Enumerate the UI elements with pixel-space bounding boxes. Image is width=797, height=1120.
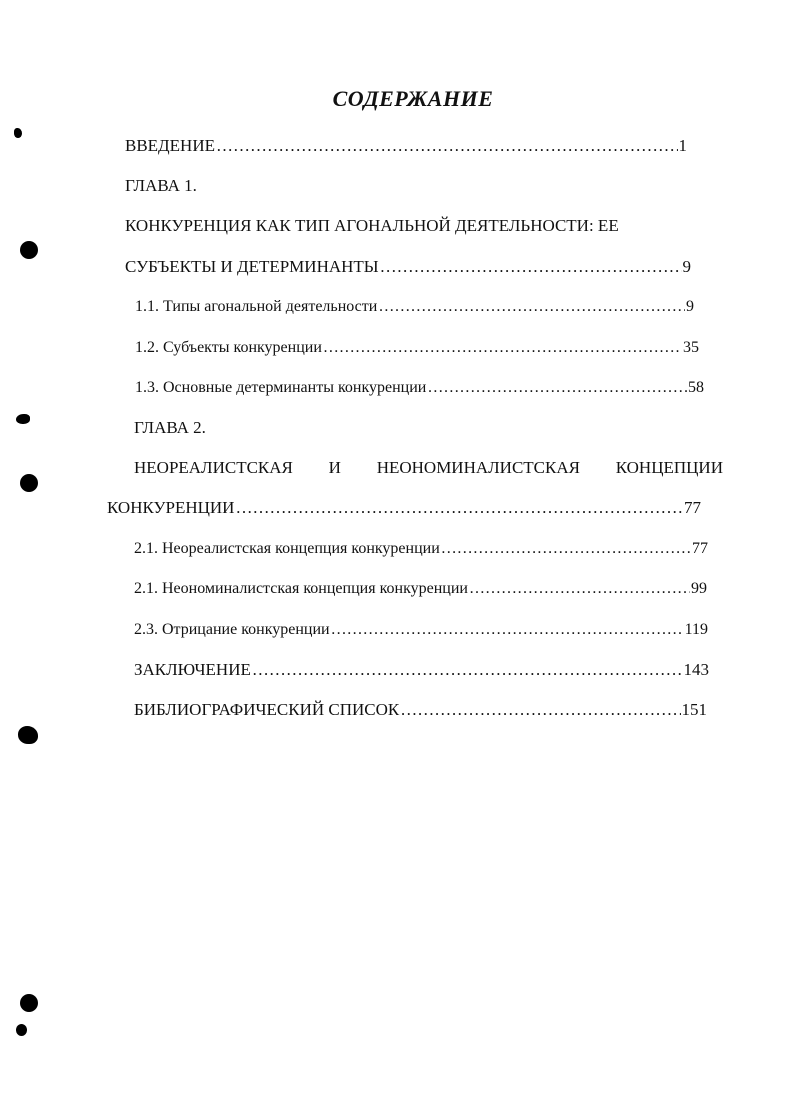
- toc-entry-label: ГЛАВА 1.: [125, 176, 197, 195]
- punch-hole-mark: [20, 994, 38, 1012]
- toc-page-number: 9: [686, 298, 694, 315]
- toc-entry-label: КОНКУРЕНЦИИ: [107, 498, 235, 517]
- dot-leader: [378, 297, 685, 317]
- dot-leader: [216, 136, 678, 156]
- toc-entry-label: 2.1. Неономиналистская концепция конкуренции: [134, 580, 468, 597]
- dot-leader: [323, 338, 682, 358]
- toc-word: КОНЦЕПЦИИ: [615, 458, 723, 477]
- dot-leader: [469, 579, 690, 599]
- punch-hole-mark: [16, 1024, 27, 1036]
- punch-hole-mark: [18, 726, 38, 744]
- dot-leader: [252, 660, 683, 680]
- toc-word: И: [328, 458, 341, 477]
- toc-chapter-2-title-line-2: [107, 498, 701, 518]
- toc-page-number: 99: [691, 580, 707, 597]
- dot-leader: [441, 539, 691, 559]
- toc-page-number: 1: [678, 136, 687, 155]
- toc-page-number: 77: [692, 540, 708, 557]
- toc-page-number: 143: [683, 660, 709, 679]
- toc-page-number: 151: [681, 700, 707, 719]
- toc-section-1-1: [135, 297, 694, 317]
- toc-entry-bibliography: [134, 700, 707, 720]
- toc-page-number: 35: [683, 339, 699, 356]
- toc-page-number: 77: [684, 498, 701, 517]
- toc-chapter-1-title-line-1: [125, 216, 619, 236]
- toc-entry-label: 1.2. Субъекты конкуренции: [135, 339, 322, 356]
- dot-leader: [235, 498, 683, 518]
- toc-entry-introduction: [125, 136, 687, 156]
- toc-section-2-1: [134, 539, 708, 559]
- toc-word: НЕОНОМИНАЛИСТСКАЯ: [376, 458, 580, 477]
- toc-entry-label: СУБЪЕКТЫ И ДЕТЕРМИНАНТЫ: [125, 257, 379, 276]
- punch-hole-mark: [16, 414, 30, 424]
- toc-section-1-3: [135, 378, 704, 398]
- toc-section-2-2: [134, 579, 707, 599]
- punch-hole-mark: [20, 474, 38, 492]
- toc-entry-label: 1.1. Типы агональной деятельности: [135, 298, 378, 315]
- toc-entry-label: ВВЕДЕНИЕ: [125, 136, 215, 155]
- toc-entry-label: 2.3. Отрицание конкуренции: [134, 621, 330, 638]
- toc-entry-label: 1.3. Основные детерминанты конкуренции: [135, 379, 427, 396]
- toc-entry-label: 2.1. Неореалистская концепция конкуренции: [134, 540, 440, 557]
- dot-leader: [380, 257, 682, 277]
- toc-page-number: 119: [684, 621, 708, 638]
- toc-chapter-1-heading: [125, 176, 197, 196]
- page-title: СОДЕРЖАНИЕ: [332, 86, 494, 111]
- toc-entry-label: ЗАКЛЮЧЕНИЕ: [134, 660, 251, 679]
- dot-leader: [400, 700, 680, 720]
- toc-word: НЕОРЕАЛИСТСКАЯ: [134, 458, 293, 477]
- toc-entry-conclusion: [134, 660, 709, 680]
- toc-entry-label: БИБЛИОГРАФИЧЕСКИЙ СПИСОК: [134, 700, 400, 719]
- punch-hole-mark: [14, 128, 22, 138]
- dot-leader: [427, 378, 687, 398]
- toc-entry-label: ГЛАВА 2.: [134, 418, 206, 437]
- toc-page-number: 9: [682, 257, 691, 276]
- toc-chapter-2-title-line-1: [134, 458, 723, 478]
- toc-section-2-3: [134, 620, 708, 640]
- dot-leader: [331, 620, 684, 640]
- toc-entry-label: КОНКУРЕНЦИЯ КАК ТИП АГОНАЛЬНОЙ ДЕЯТЕЛЬНОСТИ: ЕЕ: [125, 216, 619, 235]
- punch-hole-mark: [20, 241, 38, 259]
- toc-section-1-2: [135, 338, 699, 358]
- toc-chapter-1-title-line-2: [125, 257, 691, 277]
- toc-chapter-2-heading: [134, 418, 206, 438]
- toc-page-number: 58: [688, 379, 704, 396]
